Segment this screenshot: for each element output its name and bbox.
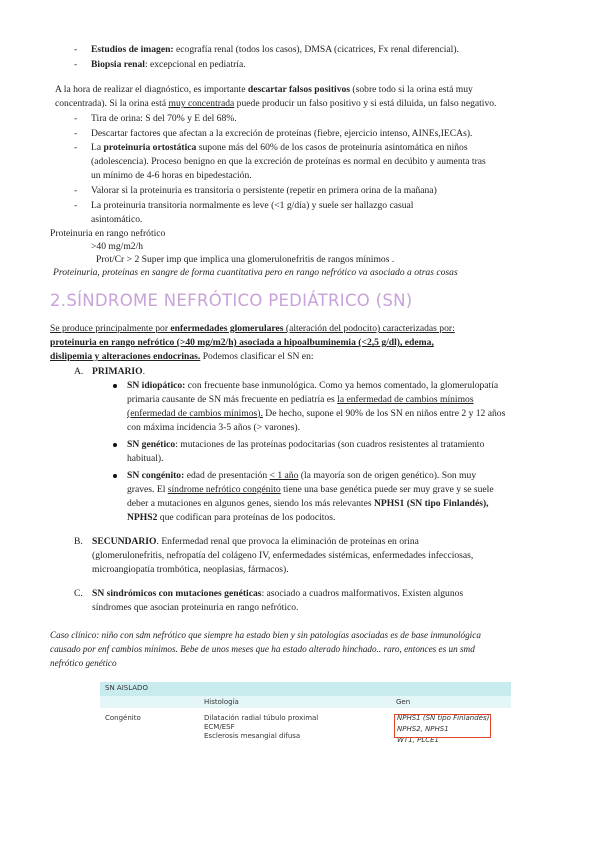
item-text: ecografía renal (todos los casos), DMSA (cicatrices, Fx renal diferencial). (173, 44, 459, 55)
class-letter: A. (74, 366, 84, 377)
section-title: 2.SÍNDROME NEFRÓTICO PEDIÁTRICO (SN) (50, 291, 413, 310)
section-intro-line-3: dislipemia y alteraciones endocrinas. Podemos clasificar el SN en: (50, 351, 314, 362)
list-item: SN genético: mutaciones de las proteínas podocitarias (son cuadros resistentes al tratamiento (127, 438, 484, 452)
item-title: Biopsia renal (91, 59, 145, 70)
table-cell: WT1, PLCE1 (397, 736, 439, 744)
sn-table (100, 682, 511, 748)
class-letter: C. (74, 588, 83, 599)
nephrotic-range-ratio: Prot/Cr > 2 Super imp que implica una glomerulonefritis de rangos mínimos . (96, 254, 395, 265)
highlight-box (394, 714, 491, 738)
clinical-case-line-3: nefrótico genético (50, 658, 117, 668)
intro-line-2: concentrada). Si la orina está muy concentrada puede producir un falso positivo y si está diluida, un falso negativo. (55, 98, 497, 109)
list-item-continuation: asintomático. (91, 214, 143, 225)
list-item: La proteinuria ortostática supone más del 60% de los casos de proteinuria asintomática en niños (91, 142, 468, 153)
list-item-continuation: (adolescencia). Proceso benigno en que la excreción de proteínas es normal en decúbito y aumenta tras (91, 156, 486, 167)
table-header-label: SN AISLADO (105, 684, 148, 692)
column-header: Gen (396, 698, 411, 706)
list-item: La proteinuria transitoria normalmente es leve (<1 g/día) y suele ser hallazgo casual (91, 200, 414, 211)
clinical-case-line-2: causado por enf cambios mínimos. Bebe de unos meses que ha estado alterado hinchado.. raro, entonces es un smd (50, 644, 475, 654)
list-item: Valorar si la proteinuria es transitoria o persistente (repetir en primera orina de la mañana) (91, 185, 437, 196)
class-b-line-3: microangiopatía trombótica, neoplasias, fármacos). (92, 564, 289, 575)
list-item-continuation: NPHS2 que codifican para proteínas de los podocitos. (127, 512, 336, 523)
intro-line-1: A la hora de realizar el diagnóstico, es importante descartar falsos positivos (sobre todo si la orina está muy (55, 84, 473, 95)
class-c-line-1: SN sindrómicos con mutaciones genéticas: asociado a cuadros malformativos. Existen algunos (92, 588, 464, 599)
list-item-continuation: (enfermedad de cambios mínimos). De hecho, supone el 90% de los SN en niños entre 2 y 12 años (127, 408, 506, 419)
class-b-line-2: (glomerulonefritis, nefropatía del colágeno IV, enfermedades sistémicas, enfermedades infecciosas, (92, 550, 474, 561)
section-intro-line-2: proteinuria en rango nefrótico (>40 mg/m2/h) asociada a hipoalbuminemia (<2,5 g/dl), edema, (50, 337, 434, 348)
list-item: SN idiopático: con frecuente base inmunológica. Como ya hemos comentado, la glomerulopatía (127, 379, 498, 393)
table-cell: ECM/ESF (204, 723, 235, 731)
list-item (91, 43, 459, 57)
list-item: Tira de orina: S del 70% y E del 68%. (91, 113, 237, 124)
table-cell: NPHS2, NPHS1 (397, 725, 449, 733)
list-item-continuation: graves. El síndrome nefrótico congénito tiene una base genética puede ser muy grave y se suele (127, 484, 494, 495)
table-cell: NPHS1 (SN tipo Finlandés) (397, 714, 490, 722)
nephrotic-range-title: Proteinuria en rango nefrótico (50, 228, 166, 239)
table-column-headers (100, 696, 511, 708)
nephrotic-range-note: Proteinuria, proteínas en sangre de forma cuantitativa pero en rango nefrótico va asociado a otras cosas (53, 267, 458, 278)
list-item: SN congénito: edad de presentación < 1 año (la mayoría son de origen genético). Son muy (127, 469, 476, 483)
list-item-continuation: con máxima incidencia 3-5 años (> varones). (127, 422, 300, 433)
clinical-case-line-1: Caso clínico: niño con sdm nefrótico que siempre ha estado bien y sin patologías asociadas es de base inmunológica (50, 630, 481, 640)
class-b-line-1: SECUNDARIO. Enfermedad renal que provoca la eliminación de proteínas en orina (92, 536, 419, 547)
table-header (100, 682, 511, 696)
table-row-label: Congénito (105, 714, 141, 722)
table-cell: Dilatación radial túbulo proximal (204, 714, 319, 722)
list-item (91, 58, 246, 72)
list-item-continuation: habitual). (127, 453, 164, 464)
column-header: Histología (204, 698, 239, 706)
table-cell: Esclerosis mesangial difusa (204, 732, 301, 740)
list-item-continuation: primaria causante de SN más frecuente en pediatría es la enfermedad de cambios mínimos (127, 394, 474, 405)
item-title: Estudios de imagen: (91, 44, 174, 55)
list-item-continuation: deber a mutaciones en algunos genes, siendo los más relevantes NPHS1 (SN tipo Finlandés), (127, 498, 489, 509)
nephrotic-range-value: >40 mg/m2/h (91, 241, 144, 252)
list-item-continuation: un mínimo de 4-6 horas en bipedestación. (91, 170, 252, 181)
class-c-line-2: síndromes que asocian proteinuria en rango nefrótico. (92, 602, 299, 613)
class-letter: B. (74, 536, 83, 547)
list-item: Descartar factores que afectan a la excreción de proteínas (fiebre, ejercicio intenso, AINEs,IECAs). (91, 128, 473, 139)
section-intro-line-1: Se produce principalmente por enfermedades glomerulares (alteración del podocito) caracterizadas por: (50, 323, 455, 334)
item-text: : excepcional en pediatría. (144, 59, 246, 70)
class-a-title: PRIMARIO. (92, 366, 146, 377)
